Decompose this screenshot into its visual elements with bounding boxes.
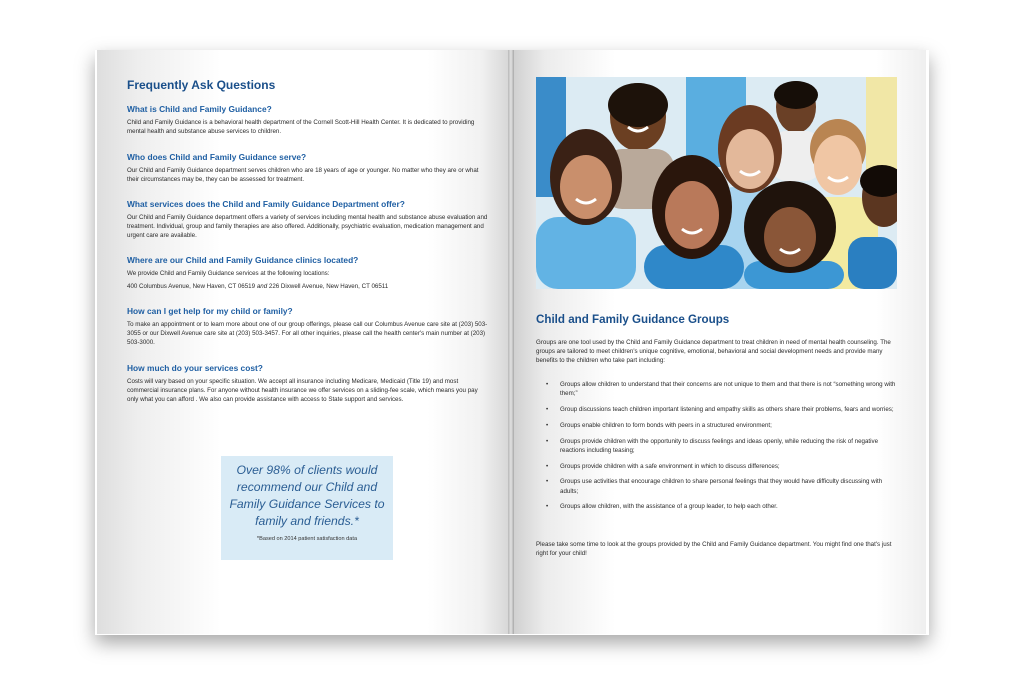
list-item: • Groups provide children with a safe environment in which to discuss differences; (544, 462, 896, 471)
callout-footnote: *Based on 2014 patient satisfaction data (256, 536, 358, 542)
faq-item (127, 255, 489, 291)
faq-question: How can I get help for my child or family? (127, 306, 293, 316)
list-item: • Groups allow children, with the assistance of a group leader, to help each other. (544, 502, 896, 511)
location-columbus: 400 Columbus Avenue, New Haven, CT 06519 (127, 283, 256, 291)
list-item: • Groups provide children with the opportunity to discuss feelings and ideas openly, while reducing the risk of negative reactions including teasing; (544, 437, 896, 455)
faq-question: What is Child and Family Guidance? (127, 104, 272, 114)
faq-answer: Our Child and Family Guidance department offers a variety of services including mental health and substance abuse evaluation and treatment. Individual, group and family therapies are also offered. Additionally, psychiatric evaluation, medication management and urgent care are available. (127, 214, 488, 240)
groups-title: Child and Family Guidance Groups (536, 313, 730, 326)
faq-answer: To make an appointment or to learn more about one of our group offerings, please call our Columbus Avenue care site at (203) 503-3055 or our Dixwell Avenue care site at (203) 503-3457. For all other inquiries, please call the health center's main number at (203) 503-3000. (127, 321, 488, 347)
faq-item (127, 104, 489, 136)
groups-intro: Groups are one tool used by the Child and Family Guidance department to treat children in need of mental health counseling. The groups are tailored to meet children's unique cognitive, emotional, behavioral and social development needs and provide many benefits to the children who take part including: (536, 339, 891, 365)
faq-question: What services does the Child and Family Guidance Department offer? (127, 199, 405, 209)
location-dixwell: 226 Dixwell Avenue, New Haven, CT 06511 (268, 283, 389, 291)
groups-closing: Please take some time to look at the groups provided by the Child and Family Guidance department. You might find one that's just right for your child! (536, 541, 892, 558)
satisfaction-callout (221, 456, 393, 560)
list-item: • Groups enable children to form bonds with peers in a structured environment; (544, 421, 896, 430)
faq-answer: We provide Child and Family Guidance services at the following locations: (127, 270, 330, 277)
right-page (512, 50, 926, 634)
location-joiner: and (256, 283, 268, 291)
faq-title: Frequently Ask Questions (127, 78, 276, 92)
left-page (97, 50, 510, 634)
faq-question: Where are our Child and Family Guidance clinics located? (127, 255, 359, 265)
faq-item (127, 306, 489, 348)
faq-item (127, 152, 489, 184)
faq-question: How much do your services cost? (127, 363, 263, 373)
children-group-photo (536, 77, 897, 289)
brochure-fold (508, 50, 514, 634)
list-item: • Groups use activities that encourage children to share personal feelings that they would have difficulty discussing with adults; (544, 477, 896, 495)
faq-item (127, 199, 489, 241)
faq-answer: Our Child and Family Guidance department serves children who are 18 years of age or younger. No matter who they are or what their circumstances may be, they can be assessed for treatment. (127, 167, 479, 184)
faq-answer: Costs will vary based on your specific situation. We accept all insurance including Medicare, Medicaid (Title 19) and most commercial insurance plans. For anyone without health insurance we offer services on a sliding-fee scale, which means you pay only what you can afford . We also can provide assistance with access to State support and services. (127, 378, 478, 404)
callout-quote: Over 98% of clients would recommend our Child and Family Guidance Services to family and friends.* (229, 463, 385, 528)
groups-benefits-list (544, 380, 896, 518)
faq-question: Who does Child and Family Guidance serve? (127, 152, 307, 162)
children-illustration (536, 77, 897, 289)
faq-item (127, 363, 489, 405)
faq-answer: Child and Family Guidance is a behavioral health department of the Cornell Scott-Hill Health Center. It is dedicated to providing mental health and substance abuse services to children. (127, 119, 475, 136)
clinic-locations (127, 282, 489, 291)
list-item: • Groups allow children to understand that their concerns are not unique to them and that there is not “something wrong with them;” (544, 380, 896, 398)
list-item: • Group discussions teach children important listening and empathy skills as others share their problems, fears and worries; (544, 405, 896, 414)
